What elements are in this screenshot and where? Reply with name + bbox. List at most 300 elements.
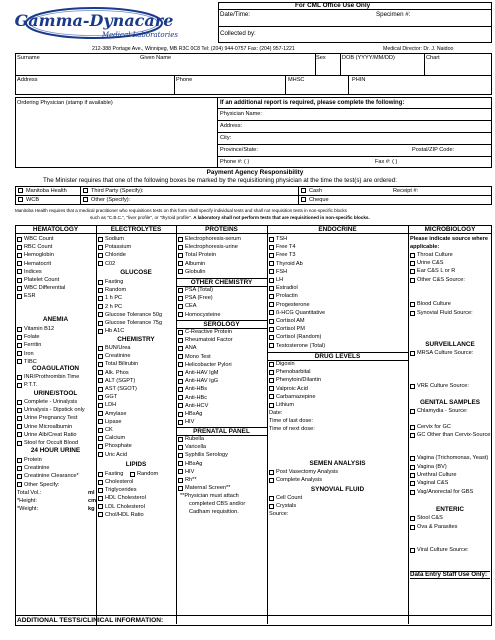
cash-label: Cash [309, 188, 323, 194]
col2-glu-items-5-checkbox[interactable] [98, 321, 103, 326]
col3-pre-items-6-checkbox[interactable] [178, 486, 183, 491]
col3-pre-items-2-label: Syphilis Serology [185, 452, 228, 459]
col2-glu-items-1-checkbox[interactable] [98, 288, 103, 293]
col1-ml-unit: ml [88, 490, 95, 496]
col3-sero-items-9-label: Anti-HCV [185, 402, 209, 409]
postal-field[interactable]: Postal/ZIP Code: [412, 147, 455, 153]
col3-prot-items-0-checkbox[interactable] [178, 237, 183, 242]
col1-h24-items-1-checkbox[interactable] [17, 466, 22, 471]
col4-drug-items-1-checkbox[interactable] [269, 370, 274, 375]
col3-sero-items-3-label: Mono Test [185, 353, 211, 360]
col1-hem-items-7-checkbox[interactable] [17, 294, 22, 299]
address-field[interactable]: Address [17, 77, 38, 83]
col2-chem-items-9-checkbox[interactable] [98, 419, 103, 424]
col1-cm-unit: cm [88, 498, 97, 504]
electrolytes-section-header: ELECTROLYTES [110, 226, 162, 233]
col5-blood-checkbox[interactable] [410, 302, 415, 307]
col2-glu-items-1-label: Random [105, 287, 127, 294]
lab-address: 212-388 Portage Ave., Winnipeg, MB R3C 0C8 Tel: (204) 944-0757 Fax: (204) 957-1221 [92, 46, 295, 52]
col2-elec-items-2-label: Chloride [105, 252, 126, 259]
col2-chem-items-11-label: Calcium [105, 435, 126, 442]
col3-sero-items-5-checkbox[interactable] [178, 371, 183, 376]
col4-drug-items-3-label: Valproic Acid [276, 385, 308, 392]
serology-section-header: SEROLOGY [176, 320, 267, 329]
col3-sero-items-7-label: Anti-HBs [185, 386, 208, 393]
col2-chem-items-11-checkbox[interactable] [98, 436, 103, 441]
col3-sero-items-6-label: Anti-HAV IgG [185, 378, 219, 385]
chart-field[interactable]: Chart [426, 55, 440, 61]
col2-glu-items-3-checkbox[interactable] [98, 304, 103, 309]
col4-endo-items-3-checkbox[interactable] [269, 261, 274, 266]
col4-endo-items-4-label: FSH [276, 268, 288, 275]
cheque-label: Cheque [309, 197, 329, 203]
col4-endo-items-12-label: Cortisol (Random) [276, 334, 322, 341]
col3-prot-items-1-label: Electrophoresis-urine [185, 244, 238, 251]
col2-glu-items-2-checkbox[interactable] [98, 296, 103, 301]
col4-endo-items-11-label: Cortisol PM [276, 326, 305, 333]
col3-sero-items-0-label: C-Reactive Protein [185, 329, 232, 335]
col1-anemia-items-0-label: Vitamin B12 [24, 326, 55, 332]
col1-h24-items-2-label: Creatinine Clearance* [24, 473, 79, 480]
manitoba-health-checkbox[interactable] [18, 188, 23, 193]
col1-hem-items-4-label: Indices [24, 268, 42, 275]
col4-endo-items-13-checkbox[interactable] [269, 343, 274, 348]
physician-name-field[interactable]: Physician Name: [220, 111, 262, 117]
col2-chem-items-5-label: AST (SGOT) [105, 386, 137, 392]
col3-sero-items-10-label: HBsAg [185, 411, 203, 417]
cheque-checkbox[interactable] [301, 197, 306, 202]
additional-report-title: If an additional report is required, please complete the following: [220, 100, 405, 106]
col5-gc-other-label: GC Other than Cervix-Source: [417, 432, 492, 438]
city-field[interactable]: City: [220, 135, 232, 141]
col4-drug-items-0-checkbox[interactable] [269, 362, 274, 367]
col1-coag-items-1-label: P.T.T. [24, 382, 38, 389]
medical-director: Medical Director: Dr. J. Naidoo [383, 46, 454, 52]
col4-endo-items-4-checkbox[interactable] [269, 269, 274, 274]
col1-anemia-items-4-checkbox[interactable] [17, 359, 22, 364]
col1-hem-items-3-label: Hematocrit [24, 260, 52, 267]
col4-endo-items-13-label: Testosterone (Total) [276, 342, 326, 349]
third-party-label: Third Party (Specify): [91, 188, 144, 194]
col3-sero-items-7-checkbox[interactable] [178, 387, 183, 392]
patient-info-grid [15, 53, 492, 95]
col3-sero-items-10-checkbox[interactable] [178, 412, 183, 417]
enteric-section-header: ENTERIC [435, 506, 465, 513]
fax-number-field[interactable]: Fax #: ( ) [375, 159, 398, 165]
col4-endo-items-0-checkbox[interactable] [269, 237, 274, 242]
col4-time-last-label: Time of last dose: [269, 418, 313, 424]
col4-semen-items-1-checkbox[interactable] [269, 478, 274, 483]
col3-prot-items-3-checkbox[interactable] [178, 261, 183, 266]
col5-synovial-fluid-checkbox[interactable] [410, 311, 415, 316]
col5-micro-note2-label: applicable: [410, 244, 440, 250]
col3-oc-items-1-checkbox[interactable] [178, 296, 183, 301]
gamma-dynacare-logo [14, 4, 178, 42]
col4-drug-items-5-label: Lithium [276, 402, 295, 408]
col3-prot-items-2-label: Total Protein [185, 252, 217, 259]
col1-urine-items-3-checkbox[interactable] [17, 424, 22, 429]
col3-pre-items-4-checkbox[interactable] [178, 469, 183, 474]
col5-vagina-trich-checkbox[interactable] [410, 456, 415, 461]
col1-coag-items-1-checkbox[interactable] [17, 383, 22, 388]
col1-urine-items-2-label: Urine Pregnancy Test [24, 415, 78, 422]
col4-endo-items-9-checkbox[interactable] [269, 310, 274, 315]
col3-oc-items-3-checkbox[interactable] [178, 312, 183, 317]
col2-lip-items-3-checkbox[interactable] [98, 504, 103, 509]
col3-sero-items-11-checkbox[interactable] [178, 420, 183, 425]
col3-sero-items-11-label: HIV [185, 419, 195, 426]
col2-glu-items-3-label: 2 h PC [105, 303, 123, 310]
col2-chem-items-3-label: Alk. Phos [105, 369, 129, 376]
col1-coag-items-0-checkbox[interactable] [17, 375, 22, 380]
col4-endo-items-8-checkbox[interactable] [269, 302, 274, 307]
manitoba-health-note-2 [90, 215, 370, 220]
col5-urethral-checkbox[interactable] [410, 473, 415, 478]
col2-chem-items-8-checkbox[interactable] [98, 411, 103, 416]
col5-cervix-checkbox[interactable] [410, 425, 415, 430]
col5-vagina-bv-checkbox[interactable] [410, 465, 415, 470]
col3-sero-items-4-label: Helicobacter Pylori [185, 361, 232, 368]
col1-anemia-items-4-label: TIBC [24, 358, 37, 365]
drug-section-header: DRUG LEVELS [267, 352, 408, 361]
col2-chem-items-10-checkbox[interactable] [98, 428, 103, 433]
col1-h24-items-0-label: Protein [24, 457, 42, 463]
col2-chem-items-13-checkbox[interactable] [98, 452, 103, 457]
col2-lip-items-0-checkbox[interactable] [98, 480, 103, 485]
col3-pre-note1-label: **Physician must attach [180, 493, 239, 499]
col2-chem-items-5-checkbox[interactable] [98, 387, 103, 392]
col5-vagina-trich-label: Vagina (Trichomonas, Yeast) [417, 455, 489, 461]
col3-oc-items-2-label: CEA [185, 303, 197, 310]
col3-pre-items-0-checkbox[interactable] [178, 437, 183, 442]
col3-sero-items-3-checkbox[interactable] [178, 354, 183, 359]
col3-oc-items-2-checkbox[interactable] [178, 304, 183, 309]
col1-hem-items-5-label: Platelet Count [24, 277, 60, 283]
col2-chem-items-0-label: BUN/Urea [105, 345, 131, 351]
col2-glu-items-0-label: Fasting [105, 279, 124, 285]
col3-pre-note3-label: Cadham requisition. [189, 509, 239, 516]
surveillance-section-header: SURVEILLANCE [425, 341, 475, 348]
payment-note: The Minister requires that one of the following boxes be marked by the requisitioning physician at the time the test(s) are ordered: [43, 177, 397, 184]
col5-stool-label: Stool C&S [417, 515, 443, 521]
col3-sero-items-0-checkbox[interactable] [178, 330, 183, 335]
col1-urine-items-1-label: Urinalysis - Dipstick only [24, 407, 85, 414]
col5-vre-checkbox[interactable] [410, 384, 415, 389]
col1-urine-items-4-checkbox[interactable] [17, 432, 22, 437]
col5-chlamydia-checkbox[interactable] [410, 409, 415, 414]
col2-chem-items-1-checkbox[interactable] [98, 354, 103, 359]
col2-glu-items-6-label: Hb A1C [105, 328, 125, 335]
col4-endo-items-5-checkbox[interactable] [269, 278, 274, 283]
col2-chem-items-0-checkbox[interactable] [98, 346, 103, 351]
col2-elec-items-2-checkbox[interactable] [98, 253, 103, 258]
col1-total-vol-label: Total Vol.: [17, 490, 42, 496]
dob-field[interactable]: DOB (YYYY/MM/DD) [342, 55, 395, 61]
col1-h24-items-1-label: Creatinine [24, 465, 50, 472]
col2-elec-items-0-checkbox[interactable] [98, 237, 103, 242]
col1-hem-items-6-label: WBC Differential [24, 285, 66, 292]
col5-throat-label: Throat Culture [417, 252, 453, 258]
col1-anemia-items-2-label: Ferritin [24, 342, 42, 349]
col4-semen-items-0-checkbox[interactable] [269, 470, 274, 475]
synovial-section-header: SYNOVIAL FLUID [310, 486, 365, 493]
col3-pre-items-0-label: Rubella [185, 436, 204, 442]
specimen-field[interactable]: Specimen #: [376, 11, 411, 18]
col1-urine-items-2-checkbox[interactable] [17, 416, 22, 421]
col5-vre-label: VRE Culture Source: [417, 383, 469, 389]
col2-glu-items-4-label: Glucose Tolerance 50g [105, 311, 163, 318]
col1-hem-items-1-checkbox[interactable] [17, 245, 22, 250]
col4-syn-items-0-label: Cell Count [276, 495, 303, 501]
col2-elec-items-0-label: Sodium [105, 236, 124, 242]
col5-vagina-bv-label: Vagina (BV) [417, 464, 447, 470]
col3-prot-items-3-label: Albumin [185, 260, 206, 267]
col2-chem-items-7-checkbox[interactable] [98, 403, 103, 408]
prenatal-section-header: PRENATAL PANEL [176, 427, 267, 436]
col2-lip-items-1-checkbox[interactable] [98, 488, 103, 493]
third-party-checkbox[interactable] [83, 188, 88, 193]
surname-field[interactable]: Surname [17, 55, 40, 61]
col3-sero-items-9-checkbox[interactable] [178, 403, 183, 408]
col2-lip-random-checkbox[interactable] [130, 472, 135, 477]
col2-lip-fasting-label: Fasting [105, 471, 124, 477]
col2-glu-items-4-checkbox[interactable] [98, 312, 103, 317]
ordering-physician-label: Ordering Physician (stamp if available) [17, 100, 113, 106]
col3-oc-items-1-label: PSA (Free) [185, 295, 213, 302]
col1-h24-items-2-checkbox[interactable] [17, 474, 22, 479]
col1-h24-items-0-checkbox[interactable] [17, 458, 22, 463]
col1-anemia-items-2-checkbox[interactable] [17, 343, 22, 348]
col4-drug-items-4-label: Carbamazepine [276, 393, 316, 400]
col4-endo-items-10-label: Cortisol AM [276, 318, 305, 324]
col1-anemia-items-0-checkbox[interactable] [17, 327, 22, 332]
col2-lip-items-4-checkbox[interactable] [98, 512, 103, 517]
micro-section-header: MICROBIOLOGY [424, 226, 476, 233]
col4-semen-items-0-label: Post Vasectomy Analysis [276, 469, 339, 475]
other-chem-section-header: OTHER CHEMISTRY [176, 278, 267, 287]
col3-sero-items-8-checkbox[interactable] [178, 395, 183, 400]
col5-blood-label: Blood Culture [417, 301, 451, 307]
col1-hem-items-0-label: WBC Count [24, 236, 54, 242]
col3-pre-items-2-checkbox[interactable] [178, 453, 183, 458]
col3-sero-items-1-checkbox[interactable] [178, 338, 183, 343]
col2-chem-items-13-label: Uric Acid [105, 451, 128, 458]
col2-glu-items-2-label: 1 h PC [105, 295, 123, 302]
col5-vag-anorectal-checkbox[interactable] [410, 490, 415, 495]
col3-sero-items-4-checkbox[interactable] [178, 362, 183, 367]
col3-sero-items-6-checkbox[interactable] [178, 379, 183, 384]
col2-chem-items-3-checkbox[interactable] [98, 370, 103, 375]
col5-viral-label: Viral Culture Source: [417, 547, 469, 553]
col4-endo-items-7-checkbox[interactable] [269, 294, 274, 299]
col3-oc-items-0-label: PSA (Total) [185, 287, 213, 293]
col2-lip-items-1-label: Triglycerides [105, 487, 137, 494]
col5-vaginal-cs-checkbox[interactable] [410, 481, 415, 486]
col3-prot-items-4-checkbox[interactable] [178, 269, 183, 274]
col5-cervix-label: Cervix for GC [417, 424, 451, 430]
col5-gc-other-checkbox[interactable] [410, 433, 415, 438]
given-name-field[interactable]: Given Name [140, 55, 172, 61]
col4-time-next-label: Time of next dose: [269, 426, 315, 432]
col1-weight-label: *Weight: [17, 506, 39, 512]
col1-anemia-items-3-label: Iron [24, 350, 34, 357]
col4-drug-items-1-label: Phenobarbital [276, 369, 311, 376]
endocrine-section-header: ENDOCRINE [318, 226, 357, 233]
col5-stool-checkbox[interactable] [410, 516, 415, 521]
col1-anemia-items-3-checkbox[interactable] [17, 351, 22, 356]
col1-hem-items-7-label: ESR [24, 293, 36, 300]
col3-pre-items-1-checkbox[interactable] [178, 445, 183, 450]
glucose-section-header: GLUCOSE [120, 269, 152, 276]
col3-pre-items-3-checkbox[interactable] [178, 461, 183, 466]
col5-mrsa-label: MRSA Culture Source: [417, 350, 474, 356]
coag-section-header: COAGULATION [31, 365, 80, 372]
col2-chem-items-12-checkbox[interactable] [98, 444, 103, 449]
physician-address-field[interactable]: Address: [220, 123, 243, 129]
col2-chem-items-4-checkbox[interactable] [98, 378, 103, 383]
col2-lip-random-label: Random [137, 471, 159, 477]
col2-chem-items-8-label: Amylase [105, 410, 127, 417]
col5-ova-checkbox[interactable] [410, 525, 415, 530]
col3-pre-items-5-label: Rh** [185, 477, 197, 483]
col4-drug-items-3-checkbox[interactable] [269, 386, 274, 391]
col4-endo-items-3-label: Thyroid Ab [276, 260, 303, 267]
col5-urine-cs-checkbox[interactable] [410, 261, 415, 266]
col3-oc-items-0-checkbox[interactable] [178, 288, 183, 293]
col1-kg-unit: kg [88, 506, 95, 512]
col5-synovial-fluid-label: Synovial Fluid Source: [417, 310, 473, 316]
col2-elec-items-1-label: Potassium [105, 244, 132, 251]
col5-vag-anorectal-label: Vag/Anorectal for GBS [417, 489, 474, 495]
col3-pre-items-6-label: Maternal Screen** [185, 485, 231, 492]
col4-endo-items-0-label: TSH [276, 236, 288, 242]
col3-pre-items-5-checkbox[interactable] [178, 478, 183, 483]
col4-drug-items-2-label: Phenytoin/Dilantin [276, 377, 322, 384]
col3-prot-items-1-checkbox[interactable] [178, 245, 183, 250]
col4-endo-items-2-checkbox[interactable] [269, 253, 274, 258]
semen-section-header: SEMEN ANALYSIS [309, 460, 366, 467]
col3-oc-items-3-label: Homocysteine [185, 311, 221, 318]
col1-hem-items-4-checkbox[interactable] [17, 269, 22, 274]
col5-urethral-label: Urethral Culture [417, 472, 457, 478]
col1-hem-items-3-checkbox[interactable] [17, 261, 22, 266]
col2-chem-items-2-checkbox[interactable] [98, 362, 103, 367]
col1-anemia-items-1-checkbox[interactable] [17, 335, 22, 340]
col4-drug-items-0-label: Digoxin [276, 361, 295, 367]
col5-viral-checkbox[interactable] [410, 548, 415, 553]
col2-glu-items-6-checkbox[interactable] [98, 329, 103, 334]
col4-endo-items-1-checkbox[interactable] [269, 245, 274, 250]
col5-ova-label: Ova & Parasites [417, 524, 458, 530]
col3-pre-items-4-label: HIV [185, 468, 195, 475]
other-payment-checkbox[interactable] [83, 197, 88, 202]
col5-urine-cs-label: Urine C&S [417, 260, 444, 266]
col2-chem-items-6-checkbox[interactable] [98, 395, 103, 400]
col2-lip-fasting-checkbox[interactable] [98, 472, 103, 477]
col3-pre-items-1-label: Varicella [185, 444, 207, 451]
col2-chem-items-1-label: Creatinine [105, 353, 131, 360]
wcb-checkbox[interactable] [18, 197, 23, 202]
col5-chlamydia-label: Chlamydia - Source: [417, 408, 468, 414]
phone-number-field[interactable]: Phone #: ( ) [220, 159, 250, 165]
col4-syn-items-1-checkbox[interactable] [269, 504, 274, 509]
col4-endo-items-6-label: Estradiol [276, 285, 298, 292]
col1-urine-items-1-checkbox[interactable] [17, 408, 22, 413]
col2-elec-items-1-checkbox[interactable] [98, 245, 103, 250]
col2-glu-items-0-checkbox[interactable] [98, 280, 103, 285]
col4-endo-items-12-checkbox[interactable] [269, 335, 274, 340]
col4-endo-items-5-label: LH [276, 277, 284, 283]
col3-prot-items-0-label: Electrophoresis-serum [185, 236, 241, 242]
col2-lip-items-4-label: Chol/HDL Ratio [105, 511, 144, 518]
col5-throat-checkbox[interactable] [410, 253, 415, 258]
col5-mrsa-checkbox[interactable] [410, 351, 415, 356]
manitoba-health-note-1: Manitoba Health requires that a medical practitioner who requisitions tests on this form shall specify individual tests and shall not requisition tests in non-specific blocks [15, 208, 347, 213]
col5-other-cs-checkbox[interactable] [410, 278, 415, 283]
col5-ear-label: Ear C&S L or R [417, 268, 456, 274]
col1-coag-items-0-label: INR/Prothrombin Time [24, 374, 80, 380]
cash-checkbox[interactable] [301, 188, 306, 193]
col4-semen-items-1-label: Complete Analysis [276, 477, 323, 484]
col5-vaginal-cs-label: Vaginal C&S [417, 480, 449, 486]
svg-text:Gamma-Dynacare: Gamma-Dynacare [14, 11, 174, 30]
col1-urine-items-4-label: Urine Alb/Creat Ratio [24, 431, 77, 438]
mhsc-field[interactable]: MHSC [288, 77, 305, 83]
col5-ear-checkbox[interactable] [410, 269, 415, 274]
col1-height-label: *Height: [17, 498, 37, 504]
col4-source-label: Source: [269, 511, 289, 517]
col4-endo-items-11-checkbox[interactable] [269, 327, 274, 332]
col1-urine-items-5-checkbox[interactable] [17, 441, 22, 446]
col1-hem-items-6-checkbox[interactable] [17, 286, 22, 291]
col1-hem-items-0-checkbox[interactable] [17, 237, 22, 242]
col1-urine-items-0-label: Complete - Urinalysis [24, 399, 78, 405]
col2-chem-items-9-label: Lipase [105, 418, 122, 425]
office-use-title: For CML Office Use Only [295, 2, 371, 9]
col2-chem-items-6-label: GGT [105, 394, 118, 401]
col1-hem-items-2-label: Hemoglobin [24, 252, 54, 259]
col3-sero-items-2-checkbox[interactable] [178, 346, 183, 351]
manitoba-health-note-2b: A laboratory shall not perform tests that are requisitioned in non-specific blocks. [193, 215, 370, 220]
date-time-field[interactable]: Date/Time: [220, 11, 251, 18]
col2-elec-items-3-checkbox[interactable] [98, 261, 103, 266]
phin-field[interactable]: PHIN [352, 77, 366, 83]
col4-endo-items-2-label: Free T3 [276, 252, 296, 259]
receipt-field[interactable]: Receipt #: [393, 188, 419, 194]
col2-lip-items-2-checkbox[interactable] [98, 496, 103, 501]
phone-field[interactable]: Phone [176, 77, 193, 83]
col1-hem-items-5-checkbox[interactable] [17, 278, 22, 283]
collected-by-field[interactable]: Collected by: [220, 30, 256, 37]
col4-drug-items-5-checkbox[interactable] [269, 403, 274, 408]
col1-urine-items-0-checkbox[interactable] [17, 400, 22, 405]
col3-sero-items-2-label: ANA [185, 345, 197, 352]
manitoba-health-note-2a: such as "C.B.C.", "liver profile", or "thyroid profile". [90, 215, 194, 220]
province-field[interactable]: Province/State: [220, 147, 258, 153]
col1-h24-items-3-checkbox[interactable] [17, 482, 22, 487]
sex-field[interactable]: Sex [316, 55, 326, 61]
col3-prot-items-2-checkbox[interactable] [178, 253, 183, 258]
genital-section-header: GENITAL SAMPLES [419, 399, 481, 406]
col4-drug-items-4-checkbox[interactable] [269, 394, 274, 399]
col4-endo-items-6-checkbox[interactable] [269, 286, 274, 291]
lipids-section-header: LIPIDS [125, 461, 147, 468]
col2-chem-items-7-label: LDH [105, 402, 117, 409]
col4-endo-items-10-checkbox[interactable] [269, 319, 274, 324]
col4-drug-items-2-checkbox[interactable] [269, 378, 274, 383]
col4-syn-items-0-checkbox[interactable] [269, 496, 274, 501]
col1-hem-items-2-checkbox[interactable] [17, 253, 22, 258]
